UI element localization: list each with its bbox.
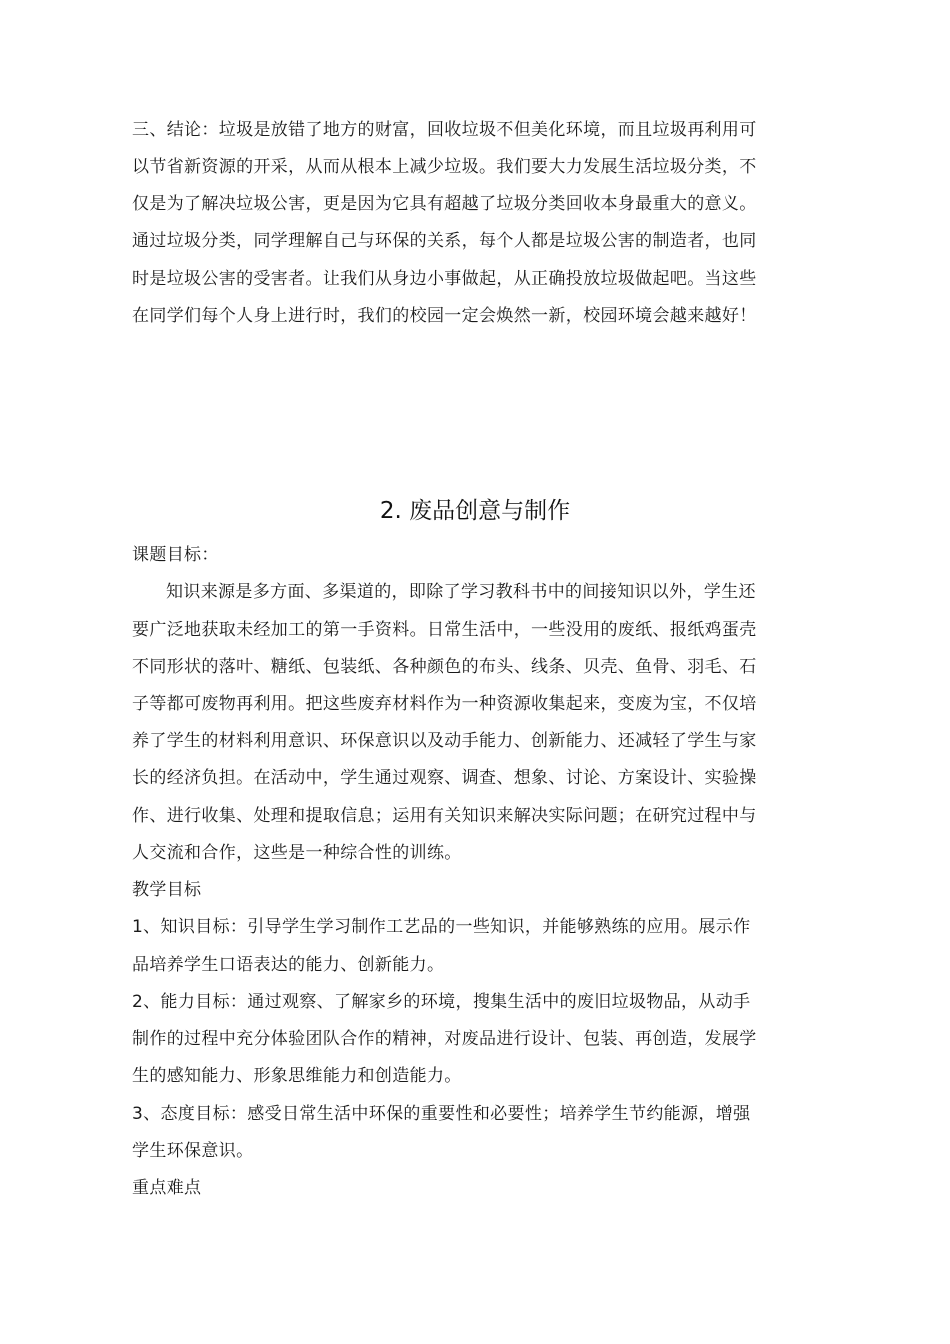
- goal-line: 3、态度目标：感受日常生活中环保的重要性和必要性；培养学生节约能源，增强: [132, 1104, 751, 1124]
- goal-line: 1、知识目标：引导学生学习制作工艺品的一些知识，并能够熟练的应用。展示作: [132, 917, 751, 937]
- topic-paragraph-line: 长的经济负担。在活动中，学生通过观察、调查、想象、讨论、方案设计、实验操: [132, 768, 757, 788]
- topic-paragraph-line: 知识来源是多方面、多渠道的，即除了学习教科书中的间接知识以外，学生还: [166, 582, 756, 602]
- topic-paragraph-line: 作、进行收集、处理和提取信息；运用有关知识来解决实际问题；在研究过程中与: [132, 806, 757, 826]
- conclusion-line: 通过垃圾分类，同学理解自己与环保的关系，每个人都是垃圾公害的制造者，也同: [132, 231, 757, 251]
- goal-line: 制作的过程中充分体验团队合作的精神，对废品进行设计、包装、再创造，发展学: [132, 1029, 757, 1049]
- conclusion-line: 以节省新资源的开采，从而从根本上减少垃圾。我们要大力发展生活垃圾分类，不: [132, 157, 757, 177]
- topic-heading: 课题目标：: [132, 545, 219, 565]
- goal-line: 品培养学生口语表达的能力、创新能力。: [132, 955, 445, 975]
- conclusion-line: 仅是为了解决垃圾公害，更是因为它具有超越了垃圾分类回收本身最重大的意义。: [132, 194, 757, 214]
- topic-paragraph-line: 养了学生的材料利用意识、环保意识以及动手能力、创新能力、还减轻了学生与家: [132, 731, 757, 751]
- key-points-heading: 重点难点: [132, 1178, 202, 1198]
- goal-line: 2、能力目标：通过观察、了解家乡的环境，搜集生活中的废旧垃圾物品，从动手: [132, 992, 751, 1012]
- goal-line: 学生环保意识。: [132, 1141, 254, 1161]
- topic-paragraph-line: 不同形状的落叶、糖纸、包装纸、各种颜色的布头、线条、贝壳、鱼骨、羽毛、石: [132, 657, 757, 677]
- conclusion-line: 在同学们每个人身上进行时，我们的校园一定会焕然一新，校园环境会越来越好！: [132, 306, 757, 326]
- goal-line: 生的感知能力、形象思维能力和创造能力。: [132, 1066, 462, 1086]
- topic-paragraph-line: 子等都可废物再利用。把这些废弃材料作为一种资源收集起来，变废为宝，不仅培: [132, 694, 757, 714]
- conclusion-line: 三、结论：垃圾是放错了地方的财富，回收垃圾不但美化环境，而且垃圾再利用可: [132, 120, 757, 140]
- topic-paragraph-line: 人交流和合作，这些是一种综合性的训练。: [132, 843, 462, 863]
- section-title: 2. 废品创意与制作: [379, 498, 571, 524]
- conclusion-line: 时是垃圾公害的受害者。让我们从身边小事做起，从正确投放垃圾做起吧。当这些: [132, 269, 757, 289]
- topic-paragraph-line: 要广泛地获取未经加工的第一手资料。日常生活中，一些没用的废纸、报纸鸡蛋壳: [132, 620, 757, 640]
- teaching-goals-heading: 教学目标: [132, 880, 202, 900]
